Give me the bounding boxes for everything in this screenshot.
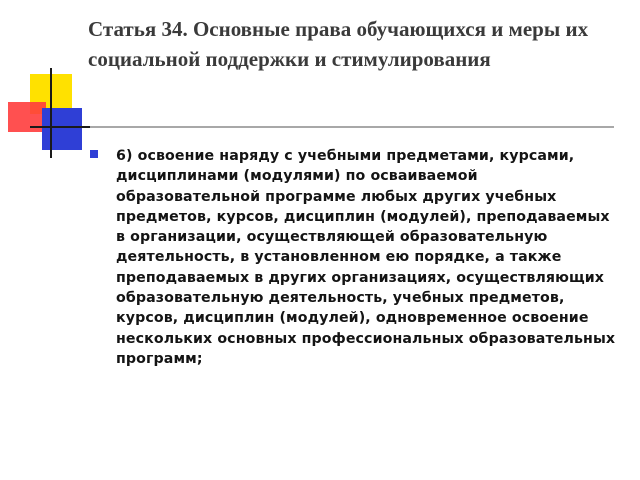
bullet-square-icon: [90, 150, 98, 158]
decor-horizontal-rule-accent: [30, 126, 90, 128]
slide-title: Статья 34. Основные права обучающихся и меры их социальной поддержки и стимулирования: [88, 17, 589, 71]
slide-body: [90, 146, 620, 369]
decor-vertical-rule: [50, 68, 52, 158]
decor-blue-square: [42, 108, 82, 150]
bullet-item-text: 6) освоение наряду с учебными предметами, курсами, дисциплинами (модулями) по осваиваемой образовательной программе любых других учебных предметов, курсов, дисциплин (модулей), преподаваемых в организации, осуществляющей образовательную деятельность, в установленном ею порядке, а также преподаваемых в других организациях, осуществляющих образовательную деятельность, учебных предметов, курсов, дисциплин (модулей), одновременное освоение нескольких основных профессиональных образовательных программ;: [116, 148, 616, 367]
decor-horizontal-rule: [30, 126, 614, 128]
